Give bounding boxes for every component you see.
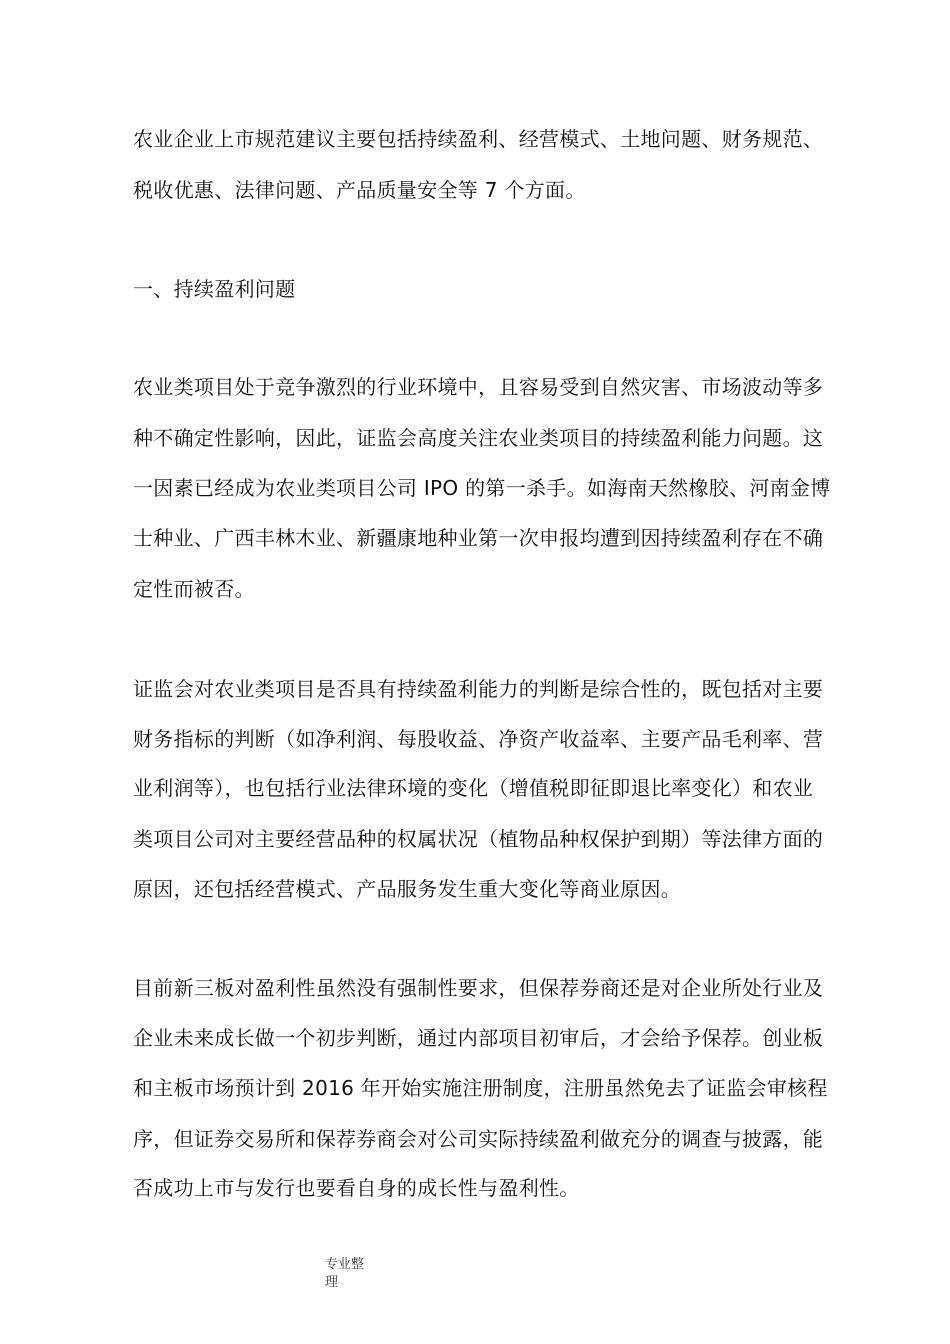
paragraph1-line-1: 农业类项目处于竞争激烈的行业环境中，且容易受到自然灾害、市场波动等多 — [133, 375, 824, 399]
paragraph2-line-3: 业利润等），也包括行业法律环境的变化（增值税即征即退比率变化）和农业 — [133, 776, 814, 800]
section-heading: 一、持续盈利问题 — [133, 277, 296, 301]
intro-line-2: 税收优惠、法律问题、产品质量安全等 7 个方面。 — [133, 178, 586, 202]
paragraph3-line-4: 序，但证券交易所和保荐券商会对公司实际持续盈利做充分的调查与披露，能 — [133, 1127, 824, 1151]
footer-text-line-2: 理 — [325, 1275, 339, 1290]
paragraph3-line-5: 否成功上市与发行也要看自身的成长性与盈利性。 — [133, 1176, 580, 1200]
paragraph1-line-4: 士种业、广西丰林木业、新疆康地种业第一次申报均遭到因持续盈利存在不确 — [133, 526, 824, 550]
paragraph2-line-1: 证监会对农业类项目是否具有持续盈利能力的判断是综合性的，既包括对主要 — [133, 677, 824, 701]
paragraph1-line-5: 定性而被否。 — [133, 577, 255, 601]
paragraph2-line-5: 原因，还包括经营模式、产品服务发生重大变化等商业原因。 — [133, 877, 682, 901]
paragraph2-line-2: 财务指标的判断（如净利润、每股收益、净资产收益率、主要产品毛利率、营 — [133, 727, 824, 751]
paragraph3-line-2: 企业未来成长做一个初步判断，通过内部项目初审后，才会给予保荐。创业板 — [133, 1026, 824, 1050]
paragraph2-line-4: 类项目公司对主要经营品种的权属状况（植物品种权保护到期）等法律方面的 — [133, 827, 824, 851]
paragraph1-line-2: 种不确定性影响，因此，证监会高度关注农业类项目的持续盈利能力问题。这 — [133, 426, 824, 450]
paragraph3-line-3: 和主板市场预计到 2016 年开始实施注册制度，注册虽然免去了证监会审核程 — [133, 1076, 828, 1100]
intro-line-1: 农业企业上市规范建议主要包括持续盈利、经营模式、土地问题、财务规范、 — [133, 127, 824, 151]
paragraph3-line-1: 目前新三板对盈利性虽然没有强制性要求，但保荐券商还是对企业所处行业及 — [133, 976, 824, 1000]
paragraph1-line-3: 一因素已经成为农业类项目公司 IPO 的第一杀手。如海南天然橡胶、河南金博 — [133, 476, 831, 500]
footer-text-line-1: 专业整 — [325, 1257, 365, 1272]
